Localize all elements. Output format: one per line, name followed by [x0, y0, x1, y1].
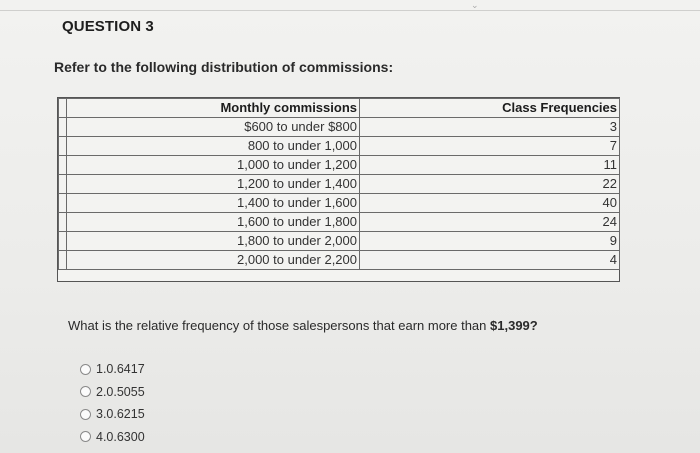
table-row	[59, 118, 620, 137]
table-row	[59, 232, 620, 251]
radio-button-icon[interactable]	[80, 431, 91, 442]
class-frequency: 40	[360, 194, 620, 213]
table-row	[59, 194, 620, 213]
table-row	[59, 137, 620, 156]
commission-range: 2,000 to under 2,200	[67, 251, 360, 270]
class-frequency: 24	[360, 213, 620, 232]
answer-option-label: 2.0.5055	[96, 384, 145, 399]
question-prompt-end: ?	[529, 318, 538, 333]
radio-button-icon[interactable]	[80, 409, 91, 420]
commission-range: 1,800 to under 2,000	[67, 232, 360, 251]
question-prompt-text: What is the relative frequency of those salespersons that earn more than	[68, 318, 491, 333]
top-divider	[0, 0, 700, 11]
class-frequency: 7	[360, 137, 620, 156]
table-cell-blank	[59, 194, 67, 213]
answer-option[interactable]	[80, 358, 145, 381]
table-cell-blank	[59, 137, 67, 156]
radio-button-icon[interactable]	[80, 364, 91, 375]
answer-option-label: 4.0.6300	[96, 429, 145, 444]
question-prompt	[68, 318, 538, 333]
chevron-down-icon[interactable]: ⌄	[471, 0, 479, 10]
class-frequency: 22	[360, 175, 620, 194]
class-frequency: 4	[360, 251, 620, 270]
distribution-table	[57, 97, 620, 282]
radio-button-icon[interactable]	[80, 386, 91, 397]
commission-range: 1,600 to under 1,800	[67, 213, 360, 232]
commission-range: 1,400 to under 1,600	[67, 194, 360, 213]
table-header-row	[59, 99, 620, 118]
answer-option-label: 1.0.6417	[96, 362, 145, 377]
table-row	[59, 156, 620, 175]
table-cell-blank	[59, 99, 67, 118]
header-class-frequencies: Class Frequencies	[360, 99, 620, 118]
table-row	[59, 175, 620, 194]
answer-options	[80, 358, 145, 448]
class-frequency: 11	[360, 156, 620, 175]
commission-range: $600 to under $800	[67, 118, 360, 137]
question-prompt-amount: $1,399	[490, 318, 530, 333]
class-frequency: 9	[360, 232, 620, 251]
commission-range: 800 to under 1,000	[67, 137, 360, 156]
table-cell-blank	[59, 213, 67, 232]
question-title: QUESTION 3	[62, 18, 154, 35]
table-cell-blank	[59, 118, 67, 137]
commission-range: 1,200 to under 1,400	[67, 175, 360, 194]
header-monthly-commissions: Monthly commissions	[67, 99, 360, 118]
table-cell-blank	[59, 156, 67, 175]
table-row	[59, 251, 620, 270]
answer-option-label: 3.0.6215	[96, 407, 145, 422]
answer-option[interactable]	[80, 403, 145, 426]
table-cell-blank	[59, 251, 67, 270]
answer-option[interactable]	[80, 381, 145, 404]
question-intro: Refer to the following distribution of commissions:	[54, 59, 394, 75]
commission-range: 1,000 to under 1,200	[67, 156, 360, 175]
answer-option[interactable]	[80, 426, 145, 449]
class-frequency: 3	[360, 118, 620, 137]
table-row	[59, 213, 620, 232]
table-cell-blank	[59, 175, 67, 194]
table-cell-blank	[59, 232, 67, 251]
